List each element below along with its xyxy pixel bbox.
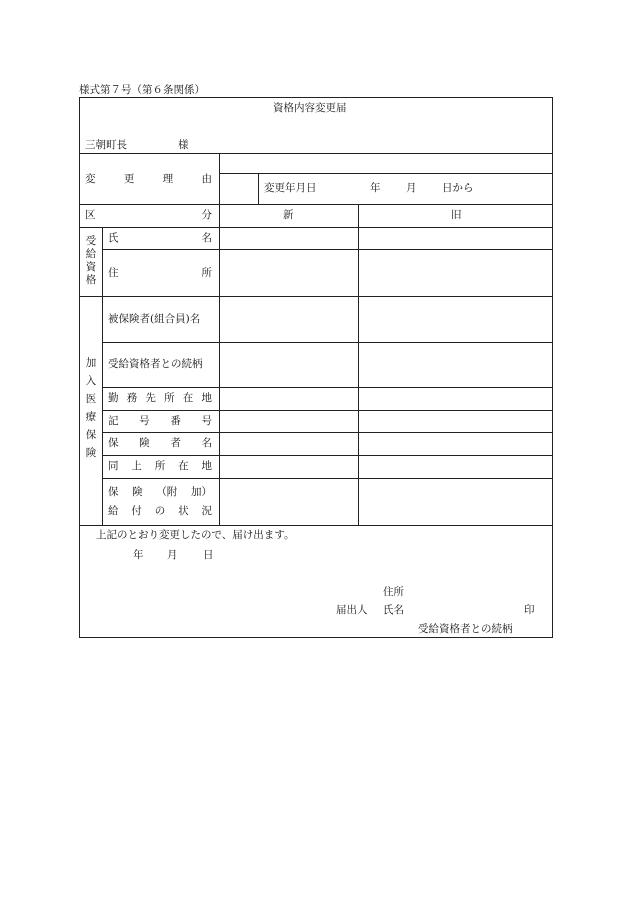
- change-date-day: 日から: [442, 182, 474, 194]
- declaration-statement: 上記のとおり変更したので、届け出ます。: [96, 529, 295, 541]
- additional-benefit-label-line2: 給 付 の 状 況: [108, 505, 212, 517]
- old-column-header: 旧: [451, 209, 462, 221]
- workplace-address-label: 勤 務 先 所 在 地: [108, 392, 212, 404]
- form-number: 様式第７号（第６条関係）: [79, 84, 205, 96]
- category-header: 区 分: [85, 209, 212, 221]
- insurer-name-label: 保 険 者 名: [108, 437, 212, 449]
- declaration-day: 日: [203, 549, 214, 561]
- change-date-label: 変更年月日: [264, 182, 317, 194]
- notifier-name-label: 氏名: [383, 604, 404, 616]
- recipient-name-label: 氏 名: [108, 232, 212, 244]
- relation-to-recipient-label: 受給資格者との続柄: [108, 358, 203, 370]
- symbol-number-label: 記 号 番 号: [108, 415, 212, 427]
- change-date-year: 年: [370, 182, 381, 194]
- insured-name-label: 被保険者(組合員)名: [108, 313, 201, 325]
- declaration-year: 年: [133, 549, 144, 561]
- declaration-month: 月: [167, 549, 178, 561]
- addressee-name: 三朝町長: [85, 139, 127, 151]
- notifier-label: 届出人: [336, 604, 368, 616]
- change-date-month: 月: [406, 182, 417, 194]
- recipient-section-label: 受 給 資 格: [85, 235, 97, 286]
- seal-mark: 印: [524, 604, 535, 616]
- additional-benefit-label-line1: 保 険 （附 加）: [108, 486, 212, 498]
- change-reason-label: 変 更 理 由: [85, 173, 212, 185]
- notifier-relation-label: 受給資格者との続柄: [418, 623, 513, 635]
- insurance-section-label: 加 入 医 療 保 険: [85, 357, 97, 459]
- form-title: 資格内容変更届: [273, 102, 347, 114]
- insurer-address-label: 同 上 所 在 地: [108, 460, 212, 472]
- notifier-address-label: 住所: [383, 586, 404, 598]
- recipient-address-label: 住 所: [108, 267, 212, 279]
- addressee-honorific: 様: [178, 139, 189, 151]
- new-column-header: 新: [283, 209, 294, 221]
